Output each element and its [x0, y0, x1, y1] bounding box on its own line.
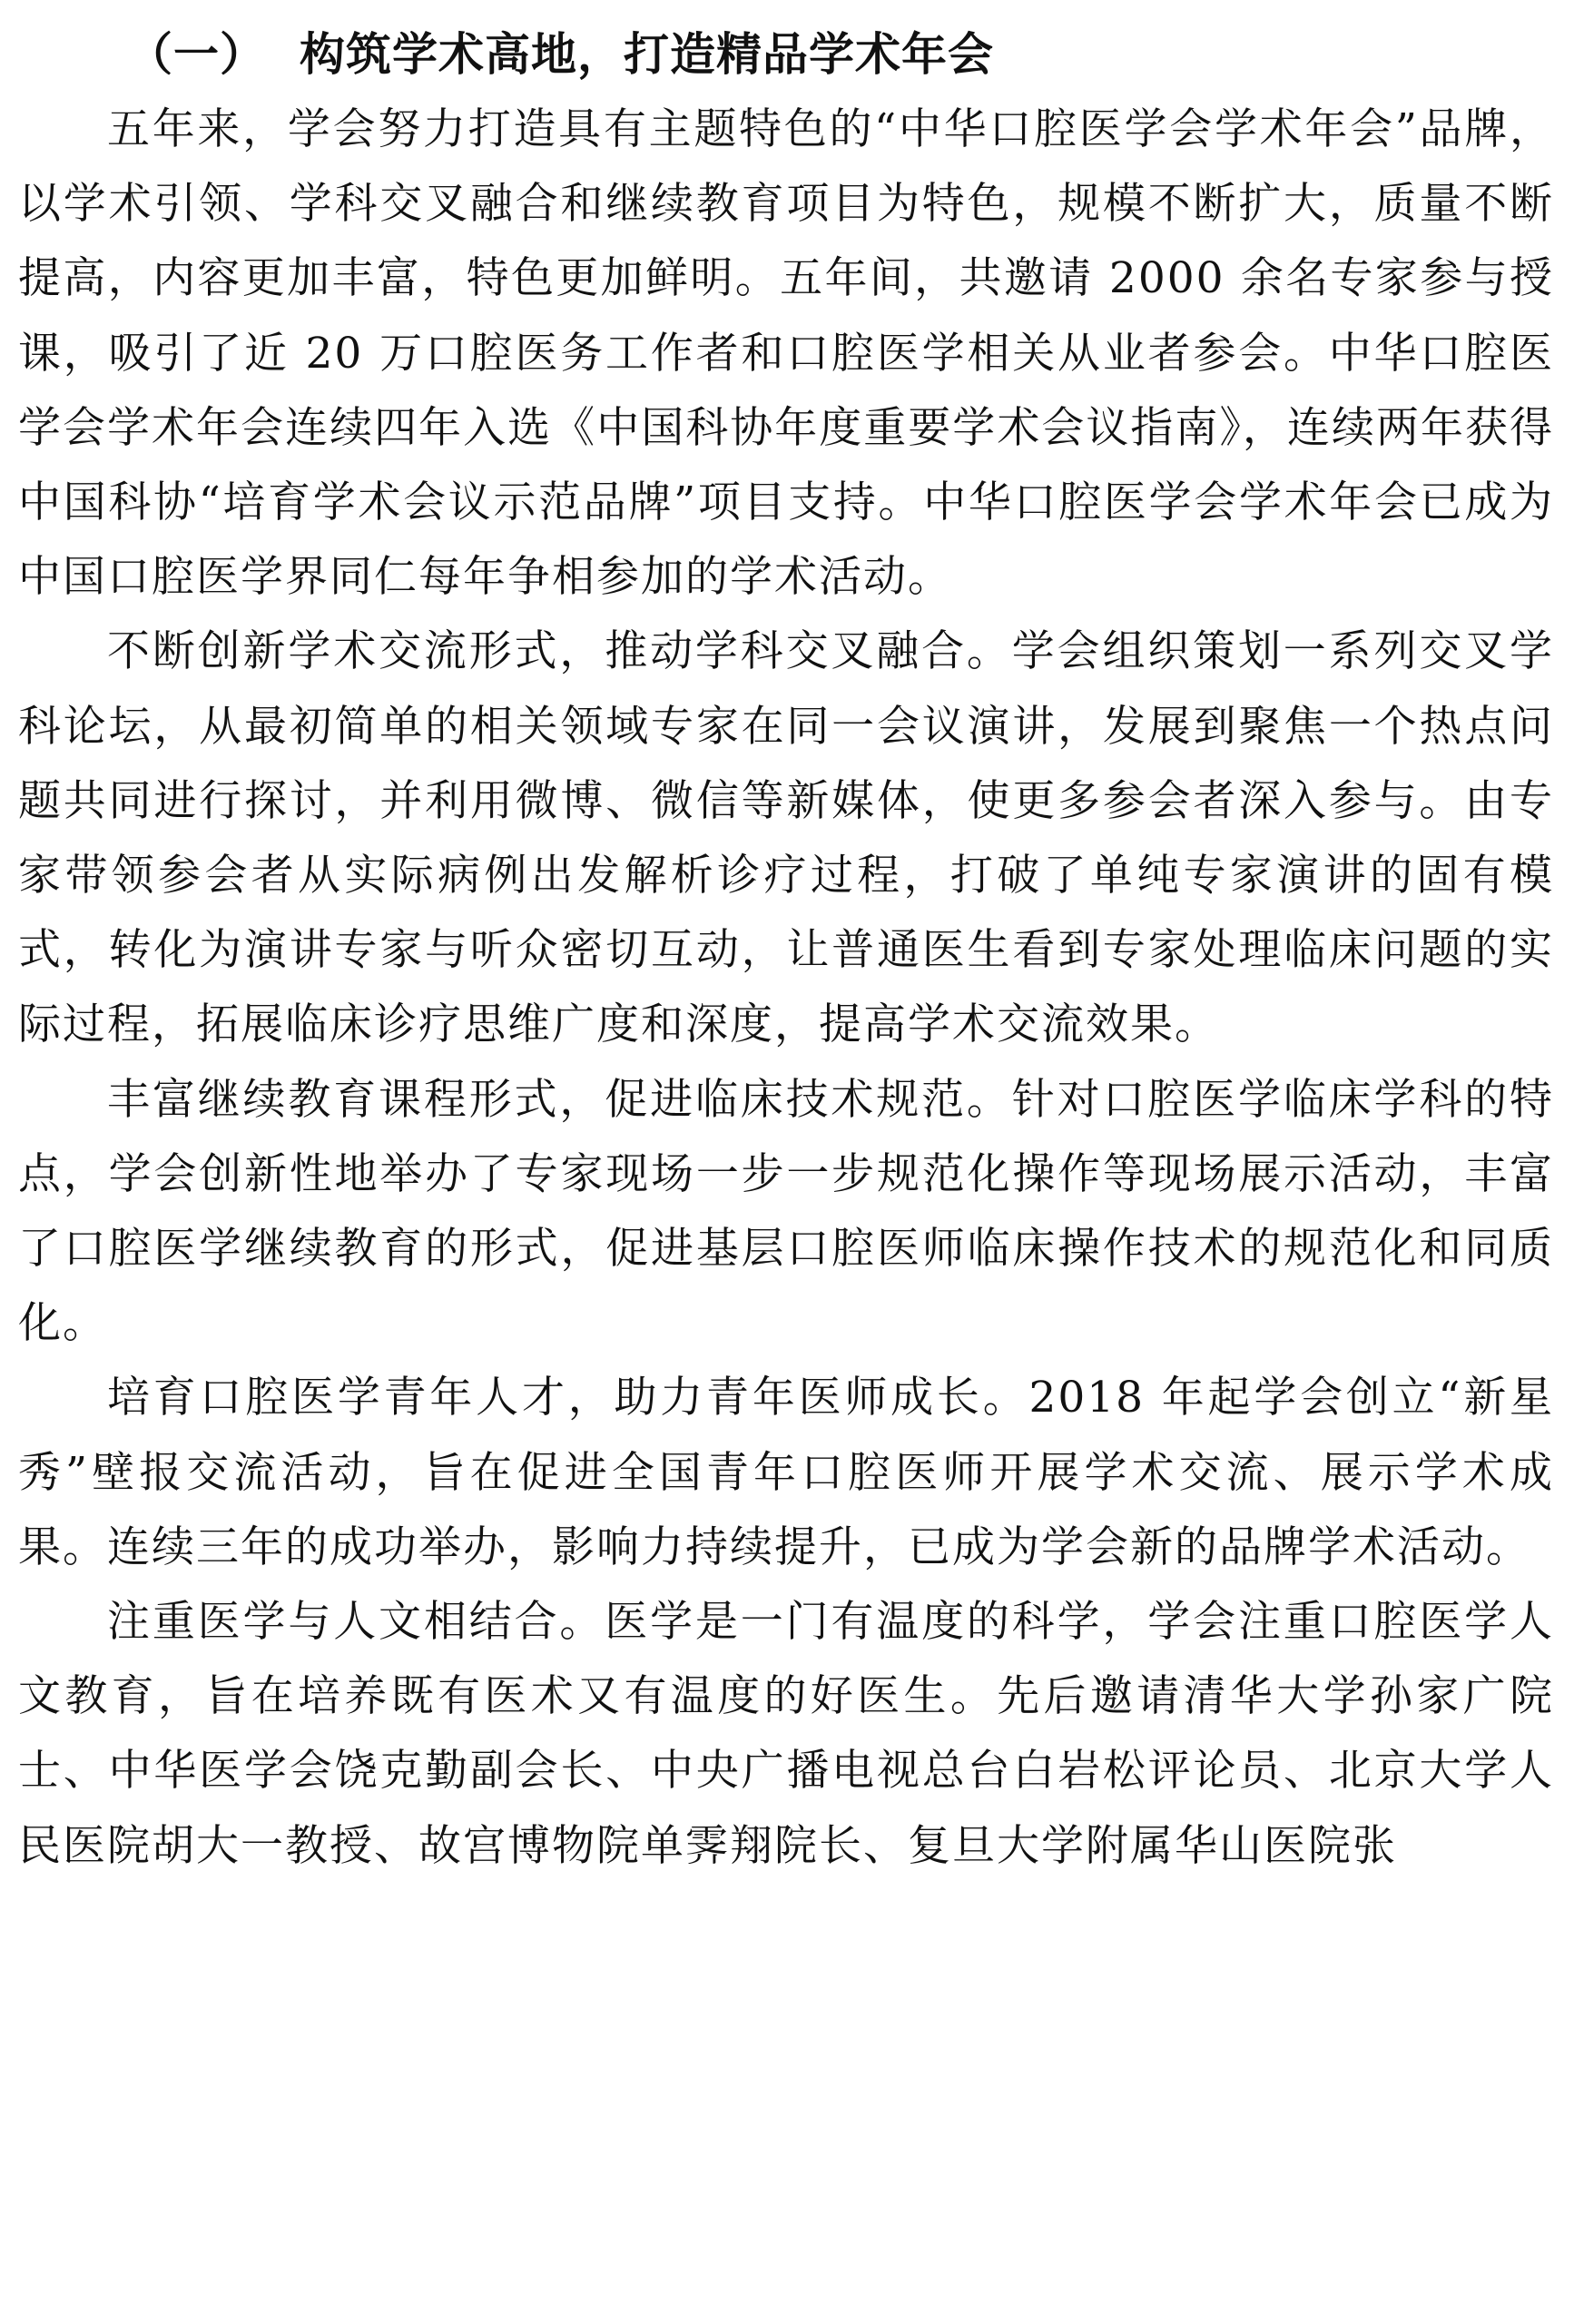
paragraph-exchange-forms: 不断创新学术交流形式，推动学科交叉融合。学会组织策划一系列交叉学科论坛，从最初简单的相关领域专家在同一会议演讲，发展到聚焦一个热点问题共同进行探讨，并利用微博、微信等新媒体，使更多参会者深入参与。由专家带领参会者从实际病例出发解析诊疗过程，打破了单纯专家演讲的固有模式，转化为演讲专家与听众密切互动，让普通医生看到专家处理临床问题的实际过程，拓展临床诊疗思维广度和深度，提高学术交流效果。: [18, 626, 1554, 1050]
paragraph-medical-humanities: 注重医学与人文相结合。医学是一门有温度的科学，学会注重口腔医学人文教育，旨在培养既有医术又有温度的好医生。先后邀请清华大学孙家广院士、中华医学会饶克勤副会长、中央广播电视总台白岩松评论员、北京大学人民医院胡大一教授、故宫博物院单霁翔院长、复旦大学附属华山医院张: [18, 1597, 1554, 1871]
section-number: （一）: [127, 28, 266, 81]
section-heading: [18, 16, 1554, 93]
paragraph-young-talent: 培育口腔医学青年人才，助力青年医师成长。2018 年起学会创立“新星秀”壁报交流活动，旨在促进全国青年口腔医师开展学术交流、展示学术成果。连续三年的成功举办，影响力持续提升，已成为学会新的品牌学术活动。: [18, 1373, 1554, 1572]
paragraph-continuing-education: 丰富继续教育课程形式，促进临床技术规范。针对口腔医学临床学科的特点，学会创新性地举办了专家现场一步一步规范化操作等现场展示活动，丰富了口腔医学继续教育的形式，促进基层口腔医师临床操作技术的规范化和同质化。: [18, 1074, 1554, 1349]
paragraph-academic-conference-brand: 五年来，学会努力打造具有主题特色的“中华口腔医学会学术年会”品牌，以学术引领、学科交叉融合和继续教育项目为特色，规模不断扩大，质量不断提高，内容更加丰富，特色更加鲜明。五年间，共邀请 2000 余名专家参与授课，吸引了近 20 万口腔医务工作者和口腔医学相关从业者参会。中华口腔医学会学术年会连续四年入选《中国科协年度重要学术会议指南》，连续两年获得中国科协“培育学术会议示范品牌”项目支持。中华口腔医学会学术年会已成为中国口腔医学界同仁每年争相参加的学术活动。: [18, 104, 1554, 603]
section-title: 构筑学术高地，打造精品学术年会: [300, 28, 994, 81]
